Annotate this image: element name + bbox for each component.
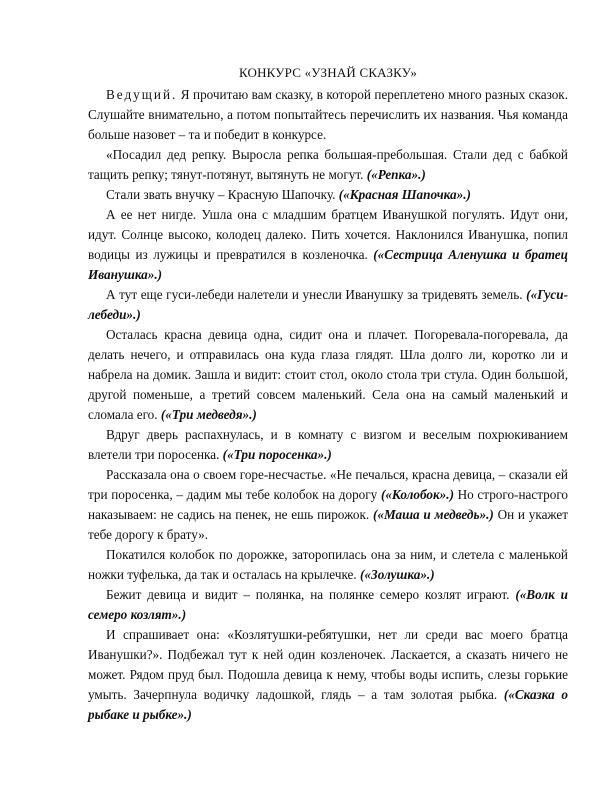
paragraph-text: Он и укажет тебе дорогу к брату».	[88, 507, 568, 542]
tale-reference: («Сказка о рыбаке и рыбке».)	[88, 687, 568, 722]
speaker-label: Ведущий.	[106, 87, 178, 102]
paragraph	[88, 145, 568, 185]
paragraph-text: Рассказала она о своем горе-несчастье. «Не печалься, красна девица, – сказали ей три поросенка, – дадим мы тебе колобок на дорогу	[88, 467, 568, 502]
paragraph	[88, 205, 568, 285]
document-page	[88, 63, 568, 725]
paragraph-intro	[88, 85, 568, 145]
tale-reference: («Гуси-лебеди».)	[88, 287, 568, 322]
paragraph	[88, 185, 568, 205]
paragraph-text: Но строго-настрого наказываем: не садись на пенек, не ешь пирожок.	[88, 487, 568, 522]
tale-reference: («Сестрица Аленушка и братец Иванушка».)	[88, 247, 568, 282]
paragraph-text: И спрашивает она: «Козлятушки-ребятушки, нет ли среди вас моего братца Иванушки?». Подбежал тут к ней один козленочек. Ласкается, а сказать ничего не может. Рядом пруд был. Подошла девица к нему, чтобы воды испить, слезы горькие умыть. Зачерпнула водичку ладошкой, глядь – а там золотая рыбка.	[88, 627, 568, 702]
tale-reference: («Золушка».)	[360, 567, 435, 582]
paragraph-text: Бежит девица и видит – полянка, на полянке семеро козлят играют.	[106, 587, 516, 602]
paragraph-text: Стали звать внучку – Красную Шапочку.	[106, 187, 339, 202]
tale-reference: («Маша и медведь».)	[372, 507, 494, 522]
paragraph-text: Покатился колобок по дорожке, заторопилась она за ним, и слетела с маленькой ножки туфелька, да так и осталась на крылечке.	[88, 547, 568, 582]
paragraph-text: А тут еще гуси-лебеди налетели и унесли Иванушку за тридевять земель.	[106, 287, 527, 302]
paragraph	[88, 585, 568, 625]
tale-reference: («Красная Шапочка».)	[338, 187, 471, 202]
paragraph	[88, 325, 568, 425]
paragraph-text: Осталась красна девица одна, сидит она и плачет. Погоревала-погоревала, да делать нечего, и отправилась она куда глаза глядят. Шла долго ли, коротко ли и набрела на домик. Зашла и видит: стоит стол, около стола три стула. Один большой, другой поменьше, а третий совсем маленький. Села она на самый маленький и сломала его.	[88, 327, 568, 422]
paragraph	[88, 625, 568, 725]
tale-reference: («Колобок».)	[380, 487, 454, 502]
paragraph-text: Я прочитаю вам сказку, в которой переплетено много разных сказок. Слушайте внимательно, а потом попытайтесь перечислить их названия. Чья команда больше назовет – та и победит в конкурсе.	[88, 87, 568, 142]
tale-reference: («Репка».)	[366, 167, 426, 182]
paragraph-text: А ее нет нигде. Ушла она с младшим братцем Иванушкой погулять. Идут они, идут. Солнце высоко, колодец далеко. Пить хочется. Наклонился Иванушка, попил водицы из лужицы и превратился в козленочка.	[88, 207, 568, 262]
page-title: КОНКУРС «УЗНАЙ СКАЗКУ»	[238, 65, 418, 80]
tale-reference: («Три медведя».)	[160, 407, 257, 422]
paragraph	[88, 425, 568, 465]
tale-reference: («Волк и семеро козлят».)	[88, 587, 568, 622]
paragraph-text: «Посадил дед репку. Выросла репка большая-пребольшая. Стали дед с бабкой тащить репку; тянут-потянут, вытянуть не могут.	[88, 147, 568, 182]
paragraph	[88, 465, 568, 545]
tale-reference: («Три поросенка».)	[222, 447, 332, 462]
paragraph	[88, 545, 568, 585]
paragraph	[88, 285, 568, 325]
paragraph-text: Вдруг дверь распахнулась, и в комнату с визгом и веселым похрюкиванием влетели три поросенка.	[88, 427, 568, 462]
